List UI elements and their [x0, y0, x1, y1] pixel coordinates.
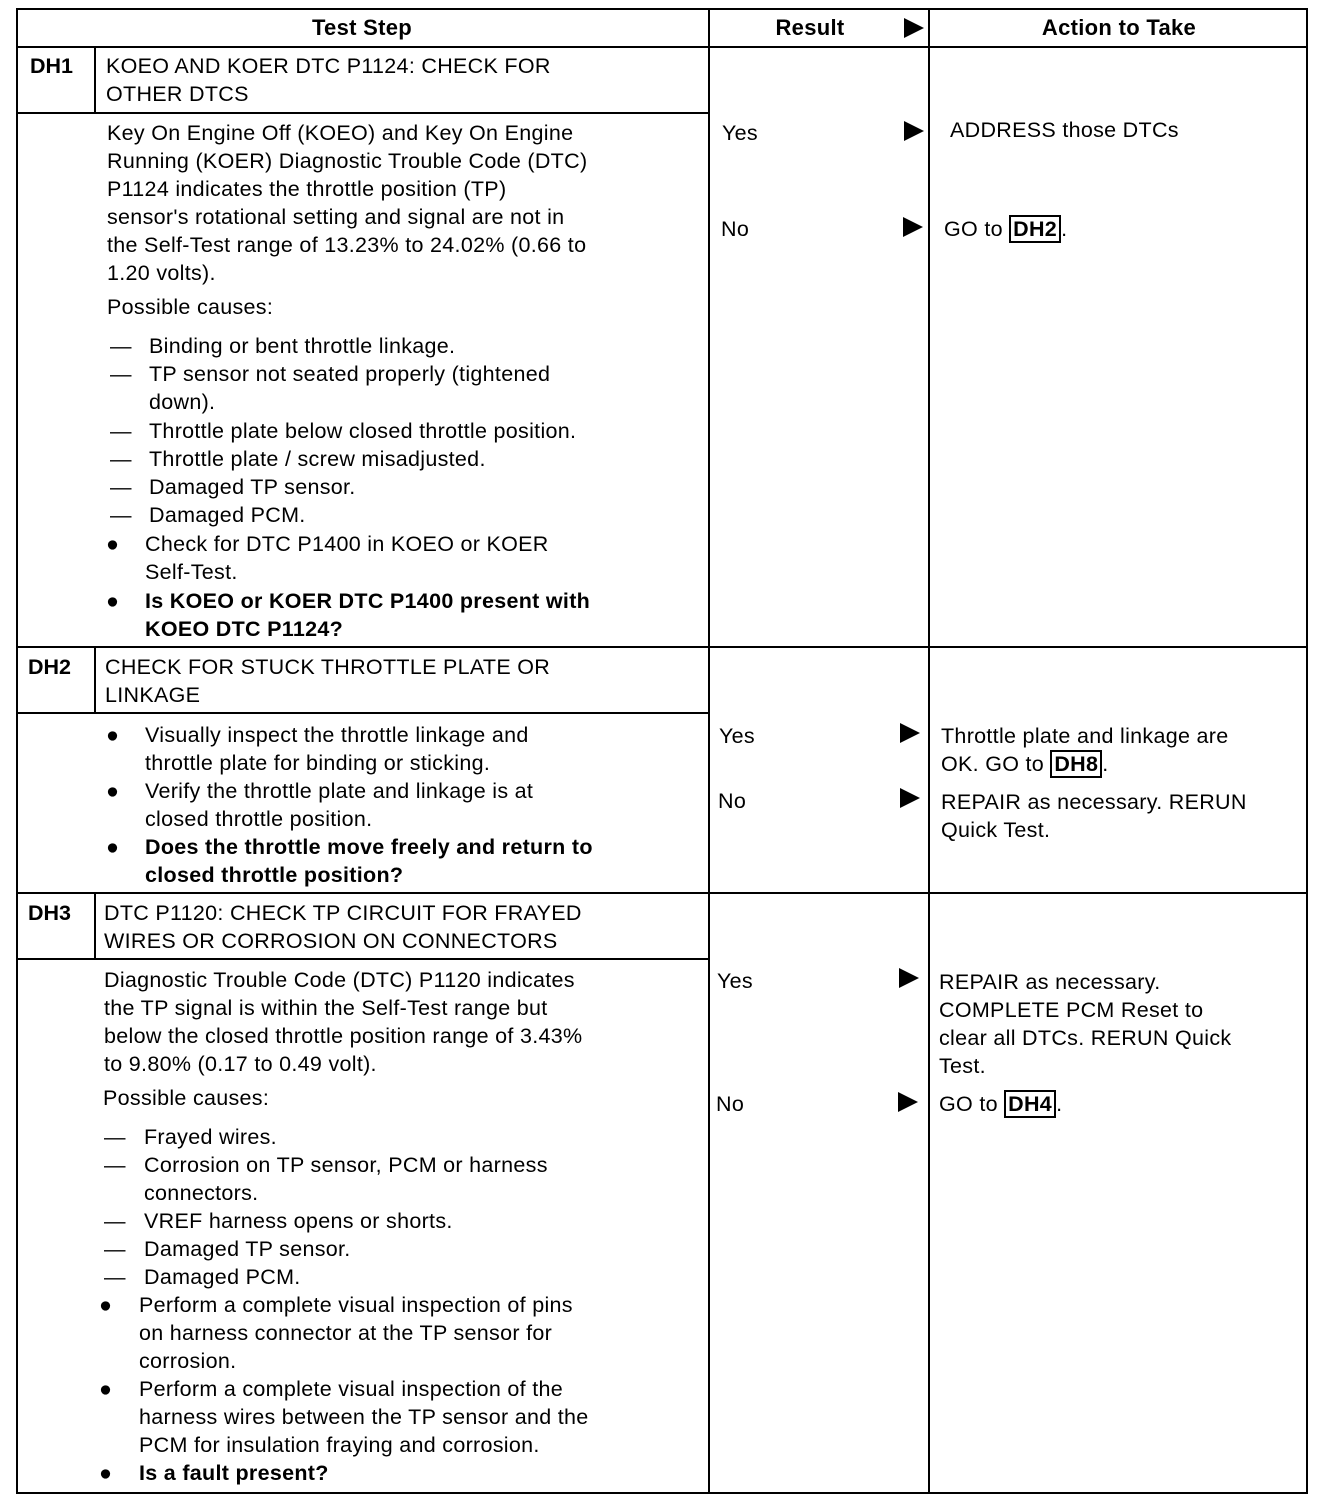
- dh2-result-no: No: [718, 789, 747, 813]
- dh1-cause: Damaged PCM.: [149, 503, 306, 527]
- dh2-question: Does the throttle move freely and return to: [145, 835, 593, 859]
- arrow-right-icon: [903, 217, 923, 237]
- dh2-top-rule: [16, 646, 1308, 648]
- dash-icon: —: [110, 503, 132, 527]
- arrow-right-icon: [898, 1092, 918, 1112]
- arrow-right-icon: [904, 121, 924, 141]
- dh3-bullet: corrosion.: [139, 1349, 237, 1373]
- bullet-icon: ●: [99, 1293, 113, 1317]
- dh2-question: closed throttle position?: [145, 863, 404, 887]
- dash-icon: —: [104, 1237, 126, 1261]
- dh1-result-yes: Yes: [722, 121, 758, 145]
- header-result: Result: [775, 15, 845, 40]
- dh1-causes-label: Possible causes:: [107, 295, 274, 319]
- header-arrow-icon: [904, 18, 924, 38]
- bullet-icon: ●: [106, 835, 120, 859]
- header-rule: [16, 46, 1308, 48]
- dh2-title-rule: [16, 712, 710, 714]
- dh3-cause: Damaged PCM.: [144, 1265, 301, 1289]
- dh1-result-no: No: [721, 217, 750, 241]
- dh3-bullet: Perform a complete visual inspection of the: [139, 1377, 563, 1401]
- dh2-bullet: Visually inspect the throttle linkage and: [145, 723, 529, 747]
- arrow-right-icon: [900, 788, 920, 808]
- dh3-id-divider: [94, 892, 96, 958]
- bullet-icon: ●: [99, 1377, 113, 1401]
- dh2-result-yes: Yes: [719, 724, 755, 748]
- dh2-action-no: REPAIR as necessary. RERUN Quick Test.: [941, 790, 1247, 842]
- dash-icon: —: [110, 362, 132, 386]
- dh2-bullet: throttle plate for binding or sticking.: [145, 751, 491, 775]
- header-action: Action to Take: [1041, 15, 1197, 40]
- dh1-body: Key On Engine Off (KOEO) and Key On Engine Running (KOER) Diagnostic Trouble Code (DTC) P1124 indicates the throttle position (TP) sensor's rotational setting and signal are not in the Self-Test range of 13.23% to 24.02% (0.66 to 1.20 volts).: [107, 121, 588, 285]
- dash-icon: —: [110, 334, 132, 358]
- bullet-icon: ●: [99, 1461, 113, 1485]
- divider-result: [708, 8, 710, 1494]
- dh1-cause: Binding or bent throttle linkage.: [149, 334, 456, 358]
- step-ref-dh4[interactable]: DH4: [1004, 1090, 1056, 1118]
- dh1-title: KOEO AND KOER DTC P1124: CHECK FOR OTHER DTCS: [106, 54, 551, 106]
- step-id-dh2: DH2: [28, 655, 72, 679]
- dh3-cause: Damaged TP sensor.: [144, 1237, 351, 1261]
- bullet-icon: ●: [106, 723, 120, 747]
- dh3-cause: Corrosion on TP sensor, PCM or harness: [144, 1153, 548, 1177]
- dash-icon: —: [104, 1153, 126, 1177]
- dh3-body: Diagnostic Trouble Code (DTC) P1120 indicates the TP signal is within the Self-Test range but below the closed throttle position range of 3.43% to 9.80% (0.17 to 0.49 volt).: [104, 968, 583, 1076]
- dh2-action-yes: Throttle plate and linkage are: [941, 724, 1229, 748]
- dh3-action-yes: REPAIR as necessary. COMPLETE PCM Reset to clear all DTCs. RERUN Quick Test.: [939, 970, 1232, 1078]
- step-ref-dh8[interactable]: DH8: [1050, 750, 1102, 778]
- dh1-question: KOEO DTC P1124?: [145, 617, 344, 641]
- bullet-icon: ●: [106, 779, 120, 803]
- dh1-title-rule: [16, 112, 710, 114]
- dash-icon: —: [104, 1265, 126, 1289]
- dh1-action-yes: ADDRESS those DTCs: [950, 118, 1179, 142]
- dh3-question: Is a fault present?: [139, 1461, 329, 1485]
- bullet-icon: ●: [106, 532, 120, 556]
- dh3-top-rule: [16, 892, 1308, 894]
- arrow-right-icon: [899, 968, 919, 988]
- dh3-cause: VREF harness opens or shorts.: [144, 1209, 453, 1233]
- step-id-dh1: DH1: [30, 54, 74, 78]
- dh3-causes-label: Possible causes:: [103, 1086, 270, 1110]
- step-id-dh3: DH3: [28, 901, 72, 925]
- dh3-cause: Frayed wires.: [144, 1125, 277, 1149]
- dh1-cause: Throttle plate below closed throttle position.: [149, 419, 577, 443]
- dh2-title: CHECK FOR STUCK THROTTLE PLATE OR LINKAGE: [105, 655, 551, 707]
- dh1-cause: Damaged TP sensor.: [149, 475, 356, 499]
- dh3-bullet: Perform a complete visual inspection of pins: [139, 1293, 573, 1317]
- dh3-result-yes: Yes: [717, 969, 753, 993]
- dh2-action-yes-ref: OK. GO to DH8 .: [941, 752, 1109, 776]
- dh3-bullet: on harness connector at the TP sensor for: [139, 1321, 553, 1345]
- dh2-bullet: closed throttle position.: [145, 807, 373, 831]
- dh1-bullet: Self-Test.: [145, 560, 238, 584]
- dh1-action-no: GO to DH2 .: [944, 217, 1068, 241]
- dash-icon: —: [110, 447, 132, 471]
- dh2-bullet: Verify the throttle plate and linkage is at: [145, 779, 534, 803]
- dh3-action-no: GO to DH4 .: [939, 1092, 1063, 1116]
- dh3-cause: connectors.: [144, 1181, 259, 1205]
- dh3-bullet: harness wires between the TP sensor and the: [139, 1405, 589, 1429]
- divider-action: [928, 8, 930, 1494]
- dh1-bullet: Check for DTC P1400 in KOEO or KOER: [145, 532, 549, 556]
- step-ref-dh2[interactable]: DH2: [1009, 215, 1061, 243]
- dh1-cause: Throttle plate / screw misadjusted.: [149, 447, 486, 471]
- dh1-cause: down).: [149, 390, 216, 414]
- dash-icon: —: [104, 1209, 126, 1233]
- dh1-question: Is KOEO or KOER DTC P1400 present with: [145, 589, 591, 613]
- dh3-title: DTC P1120: CHECK TP CIRCUIT FOR FRAYED WIRES OR CORROSION ON CONNECTORS: [104, 901, 582, 953]
- dash-icon: —: [104, 1125, 126, 1149]
- dh1-id-divider: [94, 46, 96, 112]
- dh2-id-divider: [94, 646, 96, 712]
- dash-icon: —: [110, 419, 132, 443]
- dh1-cause: TP sensor not seated properly (tightened: [149, 362, 551, 386]
- bullet-icon: ●: [106, 589, 120, 613]
- header-test-step: Test Step: [311, 15, 413, 40]
- dh3-bullet: PCM for insulation fraying and corrosion.: [139, 1433, 540, 1457]
- dh3-result-no: No: [716, 1092, 745, 1116]
- dash-icon: —: [110, 475, 132, 499]
- arrow-right-icon: [900, 723, 920, 743]
- dh3-title-rule: [16, 958, 710, 960]
